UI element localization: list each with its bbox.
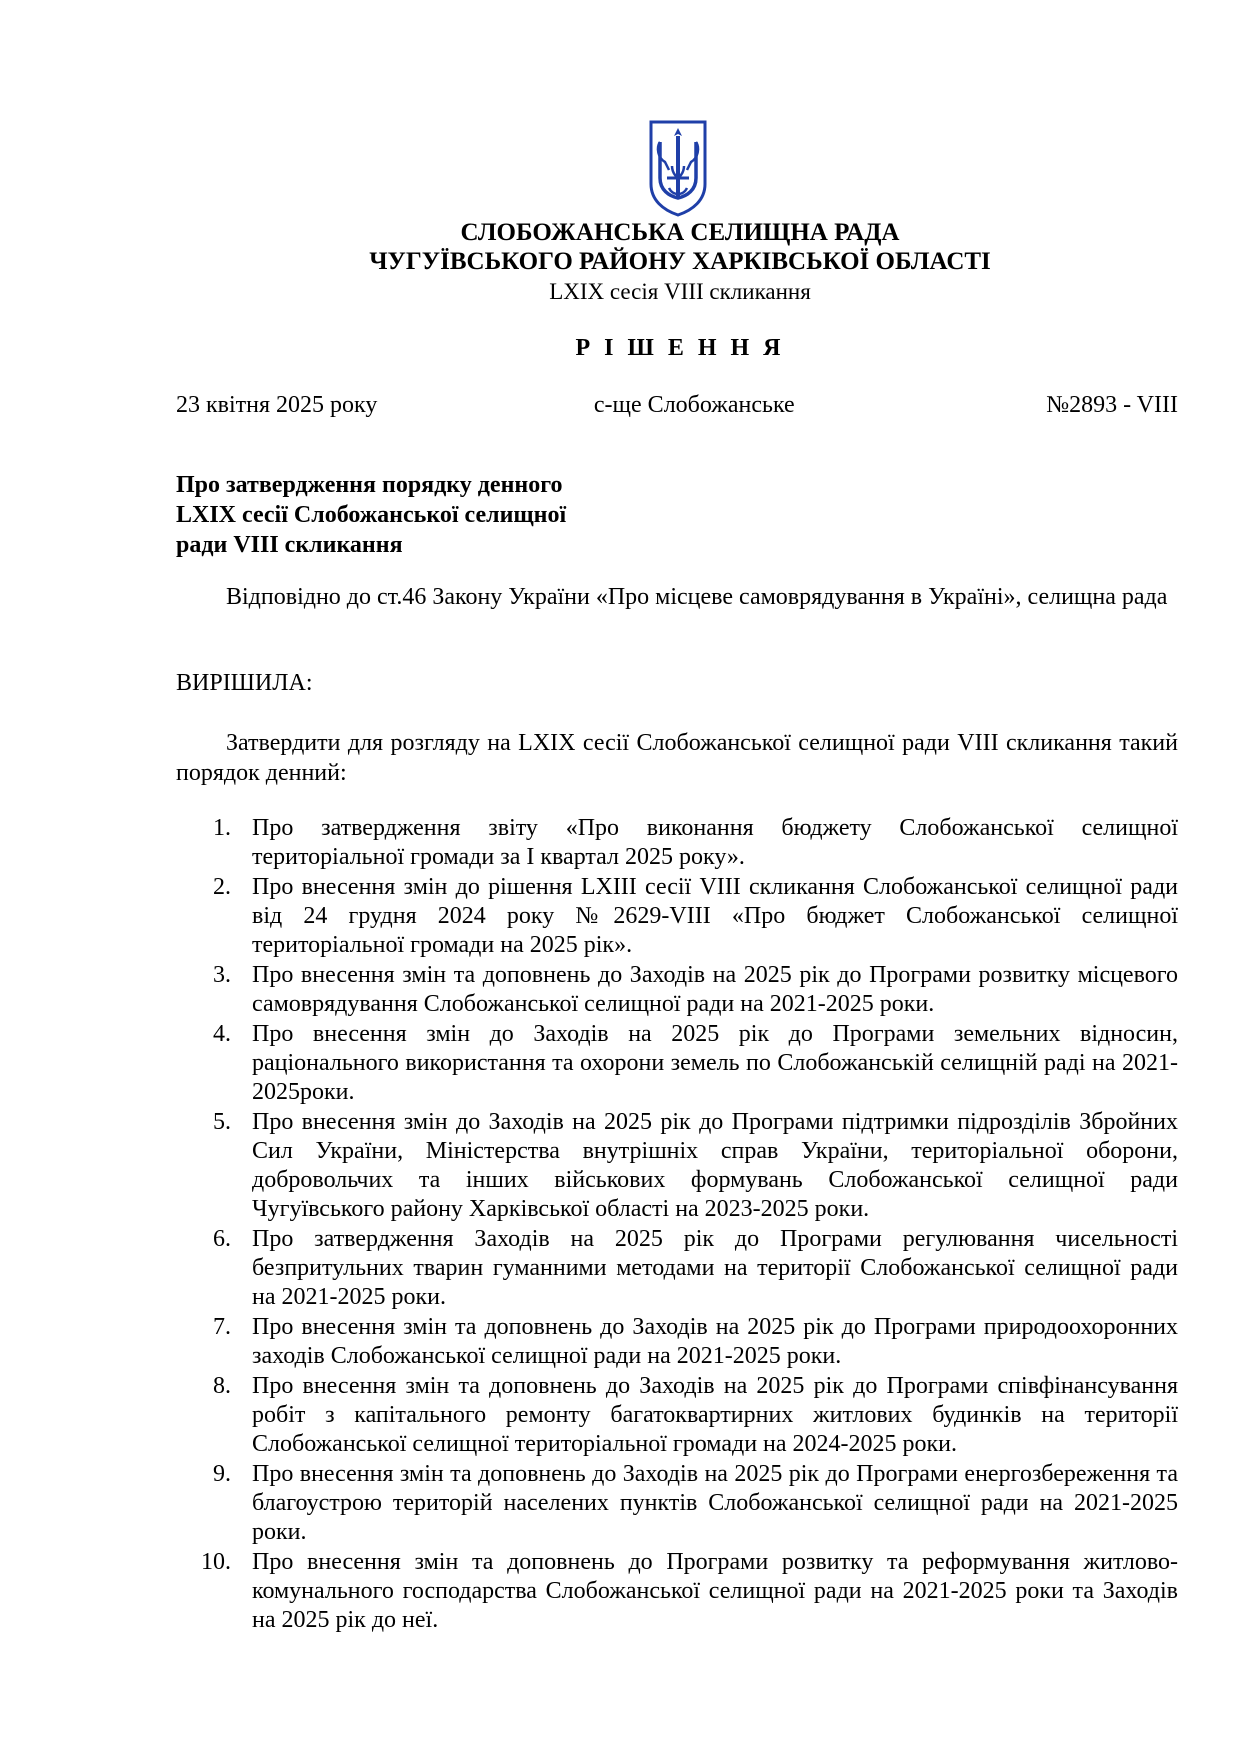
trident-coat-of-arms-icon: [645, 118, 711, 218]
agenda-item: [176, 1020, 1178, 1107]
agenda-item-text: Про внесення змін до Заходів на 2025 рік до Програми земельних відносин, раціонального використання та охорони земель по Слобожанській селищній раді на 2021-2025роки.: [252, 1021, 1178, 1105]
subject-line: ради VIII скликання: [176, 532, 403, 558]
decision-meta: [176, 390, 1178, 420]
council-name: СЛОБОЖАНСЬКА СЕЛИЩНА РАДА: [460, 219, 900, 246]
agenda-item: [176, 1225, 1178, 1312]
district-name: ЧУГУЇВСЬКОГО РАЙОНУ ХАРКІВСЬКОЇ ОБЛАСТІ: [369, 248, 991, 275]
agenda-item-number: 3.: [213, 962, 231, 988]
subject-line: LXIX сесії Слобожанської селищної: [176, 502, 567, 528]
agenda-item: [176, 873, 1178, 960]
agenda-item-number: 10.: [201, 1549, 231, 1575]
agenda-item-number: 9.: [213, 1461, 231, 1487]
agenda-item-number: 6.: [213, 1226, 231, 1252]
agenda-item-text: Про затвердження Заходів на 2025 рік до Програми регулювання чисельності безпритульних тварин гуманними методами на території Слобожанської селищної ради на 2021-2025 роки.: [252, 1226, 1178, 1310]
agenda-item: [176, 961, 1178, 1019]
agenda-item-text: Про внесення змін до рішення LXIII сесії VIII скликання Слобожанської селищної ради від 24 грудня 2024 року №2629-VIII «Про бюджет Слобожанської селищної територіальної громади на 2025 рік».: [252, 874, 1178, 958]
agenda-item-text: Про внесення змін до Заходів на 2025 рік до Програми підтримки підрозділів Збройних Сил України, Міністерства внутрішніх справ України, територіальної оборони, добровольчих та інших військових формувань Слобожанської селищної ради Чугуївського району Харківської області на 2023-2025 роки.: [252, 1109, 1178, 1222]
agenda-item-text: Про внесення змін та доповнень до Заходів на 2025 рік до Програми співфінансування робіт з капітального ремонту багатоквартирних житлових будинків на території Слобожанської селищної територіальної громади на 2024-2025 роки.: [252, 1373, 1178, 1457]
agenda-item-text: Про внесення змін та доповнень до Заходів на 2025 рік до Програми енергозбереження та благоустрою територій населених пунктів Слобожанської селищної ради на 2021-2025 роки.: [252, 1461, 1178, 1545]
agenda-item-number: 5.: [213, 1109, 231, 1135]
agenda-item-number: 2.: [213, 874, 231, 900]
subject-line: Про затвердження порядку денного: [176, 472, 563, 498]
approve-paragraph: Затвердити для розгляду на LXIX сесії Слобожанської селищної ради VIII скликання такий порядок денний:: [176, 730, 1178, 786]
agenda-list: [176, 814, 1178, 1636]
agenda-item-number: 8.: [213, 1373, 231, 1399]
decided-heading: ВИРІШИЛА:: [176, 670, 313, 696]
decision-date: 23 квітня 2025 року: [176, 392, 378, 418]
agenda-item-number: 1.: [213, 815, 231, 841]
agenda-item: [176, 1548, 1178, 1635]
agenda-item-number: 7.: [213, 1314, 231, 1340]
agenda-item-text: Про внесення змін та доповнень до Заходів на 2025 рік до Програми розвитку місцевого самоврядування Слобожанської селищної ради на 2021-2025 роки.: [252, 962, 1178, 1017]
agenda-item-text: Про внесення змін та доповнень до Програми розвитку та реформування житлово-комунального господарства Слобожанської селищної ради на 2021-2025 роки та Заходів на 2025 рік до неї.: [252, 1549, 1178, 1633]
agenda-item-text: Про затвердження звіту «Про виконання бюджету Слобожанської селищної територіальної громади за І квартал 2025 року».: [252, 815, 1178, 870]
agenda-item: [176, 1313, 1178, 1371]
decision-subject: [176, 470, 616, 560]
agenda-item: [176, 1460, 1178, 1547]
decision-place: с-ще Слобожанське: [593, 392, 795, 418]
decision-number: №2893 - VIII: [1046, 392, 1178, 418]
session-name: LXIX сесія VIII скликання: [549, 279, 811, 304]
decision-title: Р І Ш Е Н Н Я: [575, 335, 785, 361]
agenda-item: [176, 814, 1178, 872]
agenda-item: [176, 1372, 1178, 1459]
agenda-item: [176, 1108, 1178, 1224]
legal-basis-paragraph: Відповідно до ст.46 Закону України «Про місцеве самоврядування в Україні», селищна рада: [226, 584, 1168, 610]
agenda-item-number: 4.: [213, 1021, 231, 1047]
agenda-item-text: Про внесення змін та доповнень до Заходів на 2025 рік до Програми природоохоронних заходів Слобожанської селищної ради на 2021-2025 роки.: [252, 1314, 1178, 1369]
